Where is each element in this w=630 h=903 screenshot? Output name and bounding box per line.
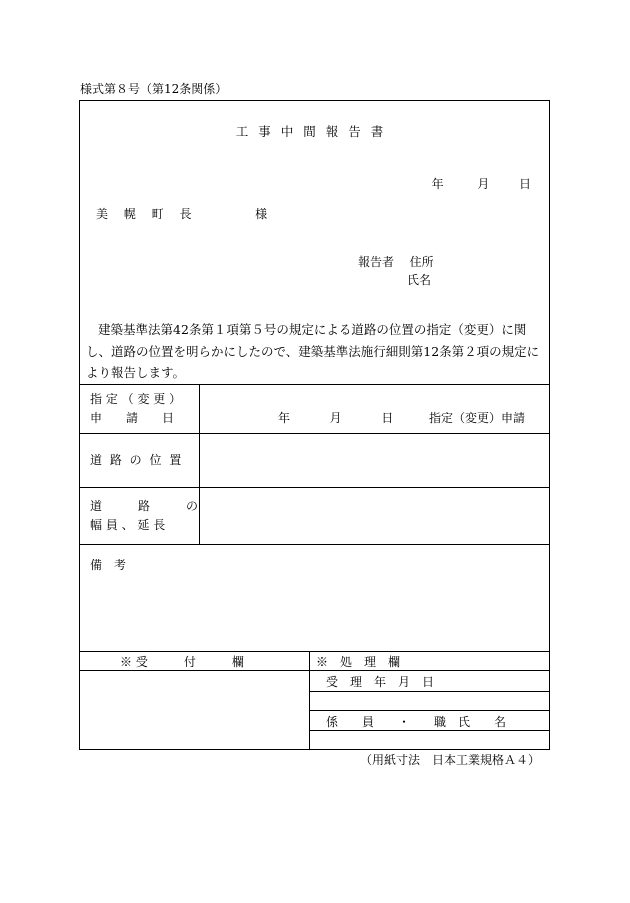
row-rule-1 <box>80 433 549 434</box>
row-rule-8 <box>309 730 549 731</box>
document-title: 工事中間報告書 <box>235 124 394 139</box>
date-month: 月 <box>477 177 490 191</box>
reporter-label: 報告者 <box>358 255 395 269</box>
staff-name-label: 係 員 ・ 職 氏 名 <box>326 715 507 729</box>
application-type: 指定（変更）申請 <box>429 411 526 425</box>
application-month: 月 <box>329 411 342 425</box>
table-top-rule <box>80 384 549 385</box>
application-date-label <box>90 390 181 428</box>
addressee-honorific: 様 <box>255 207 268 221</box>
label-column-rule <box>199 384 200 544</box>
application-date-value <box>278 409 525 426</box>
date-day: 日 <box>518 177 531 191</box>
reception-header: ※ 受 付 欄 <box>120 655 244 669</box>
row-rule-4 <box>80 651 549 652</box>
remarks-label: 備 考 <box>90 558 127 572</box>
road-width-label <box>90 497 198 535</box>
report-statement: 建築基準法第42条第１項第５号の規定による道路の位置の指定（変更）に関し、道路の位置を明らかにしたので、建築基準法施行細則第12条第２項の規定により報告します。 <box>86 322 540 380</box>
reporter-block <box>358 253 434 289</box>
application-date-label-line2: 申 請 日 <box>90 411 175 425</box>
row-rule-5 <box>80 670 549 671</box>
row-rule-2 <box>80 487 549 488</box>
form-number-label: 様式第８号（第12条関係） <box>80 82 228 96</box>
row-rule-6 <box>309 691 549 692</box>
row-rule-7 <box>309 710 549 711</box>
reporter-address-label: 住所 <box>409 255 434 269</box>
report-date <box>432 175 531 192</box>
addressee-name: 美 幌 町 長 <box>96 207 198 221</box>
application-date-label-line1: 指 定 （ 変 更 ） <box>90 392 182 406</box>
road-width-label-line2: 幅 員 、 延 長 <box>90 518 166 532</box>
application-day: 日 <box>381 411 394 425</box>
application-year: 年 <box>278 411 291 425</box>
paper-size-note: （用紙寸法 日本工業規格Ａ４） <box>360 753 541 767</box>
road-location-label: 道 路 の 位 置 <box>90 453 184 467</box>
date-year: 年 <box>431 177 444 191</box>
processing-header: ※ 処 理 欄 <box>316 655 401 669</box>
road-width-label-line1: 道 路 の <box>90 499 199 513</box>
reporter-name-label: 氏名 <box>407 273 432 287</box>
addressee <box>96 205 267 222</box>
reception-column-rule <box>309 651 310 749</box>
row-rule-3 <box>80 544 549 545</box>
received-date-label: 受 理 年 月 日 <box>326 675 435 689</box>
form-frame <box>79 100 550 750</box>
